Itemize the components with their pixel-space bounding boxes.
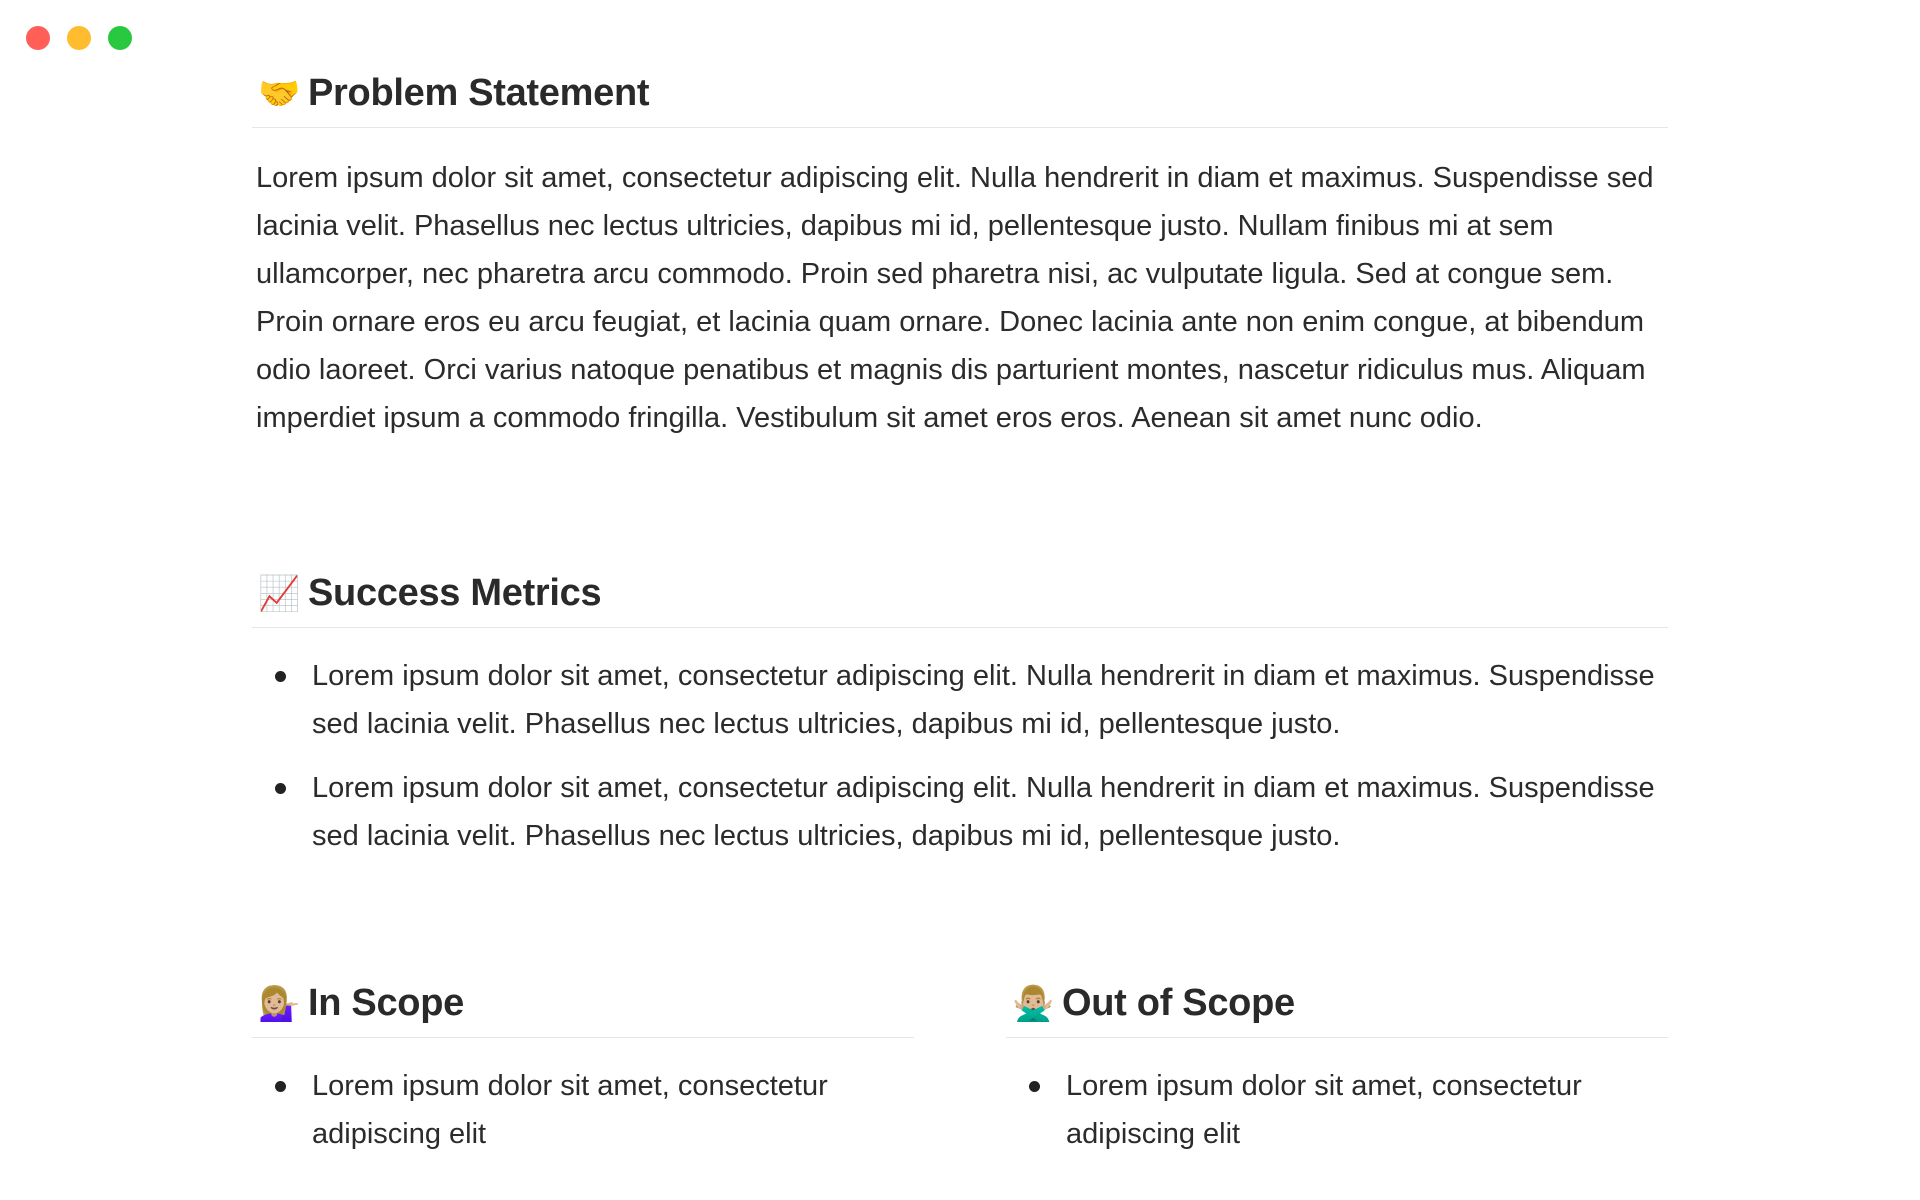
document-page [252,62,1668,1174]
problem-statement-heading[interactable] [252,62,1668,128]
list-item-text: Lorem ipsum dolor sit amet, consectetur adipiscing elit. Nulla hendrerit in diam et maximus. Suspendisse sed lacinia velit. Phasellus nec lectus ultricies, dapibus mi id, pellentesque justo. [312,660,1655,740]
in-scope-list [252,1062,914,1158]
out-of-scope-section [1006,972,1668,1174]
heading-text: Problem Statement [308,72,650,114]
in-scope-section [252,972,914,1174]
heading-text: Out of Scope [1062,982,1295,1024]
problem-statement-section [252,62,1668,562]
bullet-icon [275,1081,286,1092]
out-of-scope-heading[interactable] [1006,972,1668,1038]
success-metrics-heading[interactable] [252,562,1668,628]
list-item-text: Lorem ipsum dolor sit amet, consectetur adipiscing elit [312,1070,828,1150]
window-controls [26,26,132,50]
success-metrics-section [252,562,1668,972]
close-button[interactable] [26,26,50,50]
list-item-text: Lorem ipsum dolor sit amet, consectetur adipiscing elit. Nulla hendrerit in diam et maximus. Suspendisse sed lacinia velit. Phasellus nec lectus ultricies, dapibus mi id, pellentesque justo. [312,772,1655,852]
success-metrics-list [252,652,1668,860]
maximize-button[interactable] [108,26,132,50]
bullet-icon [275,783,286,794]
list-item[interactable] [1006,1062,1668,1158]
chart-increasing-icon: 📈 [257,574,301,613]
heading-text: In Scope [308,982,464,1024]
person-tipping-hand-icon: 💁🏼‍♀️ [257,984,301,1023]
minimize-button[interactable] [67,26,91,50]
handshake-icon: 🤝 [257,74,301,113]
bullet-icon [1029,1081,1040,1092]
in-scope-heading[interactable] [252,972,914,1038]
out-of-scope-list [1006,1062,1668,1158]
list-item-text: Lorem ipsum dolor sit amet, consectetur adipiscing elit [1066,1070,1582,1150]
list-item[interactable] [252,764,1668,860]
list-item[interactable] [252,652,1668,748]
heading-text: Success Metrics [308,572,602,614]
problem-statement-body[interactable]: Lorem ipsum dolor sit amet, consectetur adipiscing elit. Nulla hendrerit in diam et maximus. Suspendisse sed lacinia velit. Phasellus nec lectus ultricies, dapibus mi id, pellentesque justo. Nullam finibus mi at sem ullamcorper, nec pharetra arcu commodo. Proin sed pharetra nisi, ac vulputate ligula. Sed at congue sem. Proin ornare eros eu arcu feugiat, et lacinia quam ornare. Donec lacinia ante non enim congue, at bibendum odio laoreet. Orci varius natoque penatibus et magnis dis parturient montes, nascetur ridiculus mus. Aliquam imperdiet ipsum a commodo fringilla. Vestibulum sit amet eros eros. Aenean sit amet nunc odio. [256,162,1654,434]
list-item[interactable] [252,1062,914,1158]
scope-columns [252,972,1668,1174]
person-gesturing-no-icon: 🙅🏼‍♂️ [1011,984,1055,1023]
bullet-icon [275,671,286,682]
